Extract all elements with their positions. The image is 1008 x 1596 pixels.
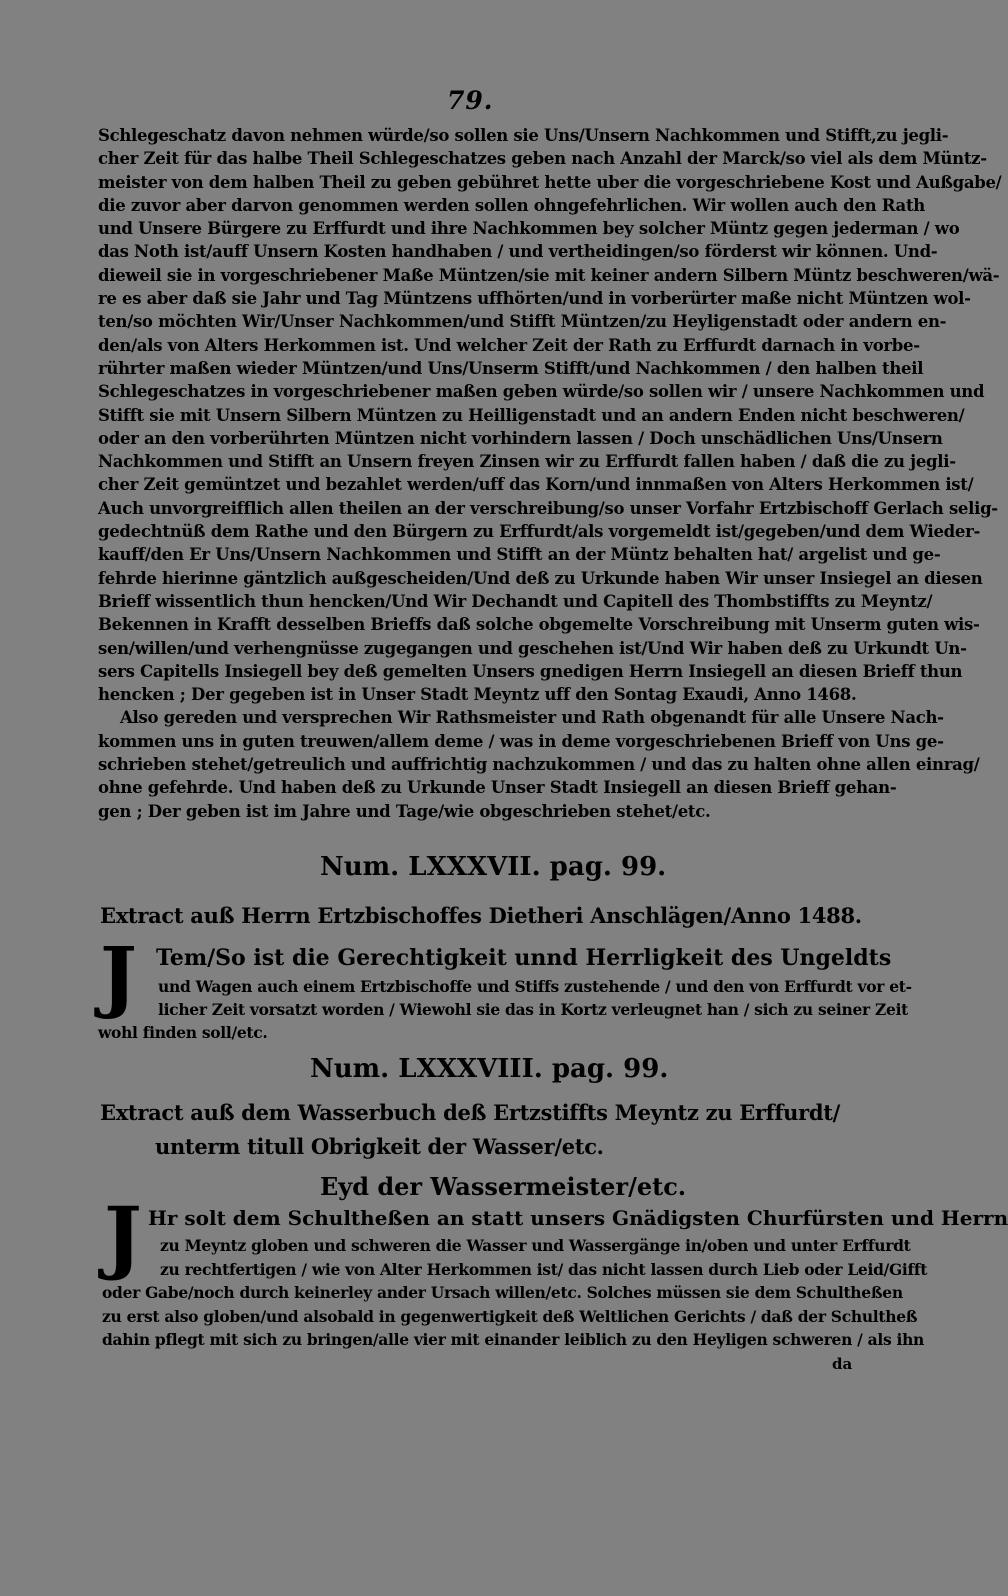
text-line: Schlegeschatzes in vorgeschriebener maßen geben würde/so sollen wir / unsere Nachkommen und: [98, 382, 985, 402]
text-line: oder an den vorberührten Müntzen nicht vorhindern lassen / Doch unschädlichen Uns/Unsern: [98, 428, 943, 448]
text-line: Brieff wissentlich thun hencken/Und Wir Dechandt und Capitell des Thombstiffts zu Meyntz/: [98, 591, 933, 611]
item-text: [98, 975, 912, 1044]
text-line: schrieben stehet/getreulich und auffrichtig nachzukommen / und das zu halten ohne allen einrag/: [98, 755, 980, 775]
text-line: dieweil sie in vorgeschriebener Maße Müntzen/sie mit keiner andern Silbern Müntz beschweren/wä-: [98, 265, 1000, 285]
text-line: meister von dem halben Theil zu geben gebühret hette uber die vorgeschriebene Kost und Außgabe/: [98, 172, 1002, 192]
text-line: ten/so möchten Wir/Unser Nachkommen/und Stifft Müntzen/zu Heyligenstadt oder andern en-: [98, 312, 947, 332]
oath-title: Eyd der Wassermeister/etc.: [320, 1172, 687, 1201]
text-line: Nachkommen und Stifft an Unsern freyen Zinsen wir zu Erffurdt fallen haben / daß die zu jegli-: [98, 452, 956, 472]
text-line: und Unsere Bürgere zu Erffurdt und ihre Nachkommen bey solcher Müntz gegen jederman / wo: [98, 219, 960, 239]
extract-heading-88: Extract auß dem Wasserbuch deß Ertzstiffts Meyntz zu Erffurdt/: [100, 1100, 841, 1125]
oath-text: [102, 1234, 928, 1352]
text-line: rührter maßen wieder Müntzen/und Uns/Unserm Stifft/und Nachkommen / den halben theil: [98, 358, 924, 378]
text-line: zu erst also globen/und alsobald in gegenwertigkeit deß Weltlichen Gerichts / daß der Schultheß: [102, 1306, 918, 1326]
text-line: dahin pflegt mit sich zu bringen/alle vier mit einander leiblich zu den Heyligen schweren / als ihn: [102, 1330, 925, 1349]
text-line: licher Zeit vorsatzt worden / Wiewohl sie das in Kortz verleugnet han / sich zu seiner Zeit: [158, 1000, 909, 1019]
extract-subheading-88: unterm titull Obrigkeit der Wasser/etc.: [155, 1134, 604, 1159]
text-line: gedechtnüß dem Rathe und den Bürgern zu Erffurdt/als vorgemeldt ist/gegeben/und dem Wieder-: [98, 522, 981, 542]
text-line: die zuvor aber darvon genommen werden sollen ohngefehrlichen. Wir wollen auch den Rath: [98, 195, 925, 215]
text-line: fehrde hierinne gäntzlich außgescheiden/Und deß zu Urkunde haben Wir unser Insiegel an diesen: [98, 568, 983, 588]
section-number-87: Num. LXXXVII. pag. 99.: [320, 852, 667, 882]
page-number: 79.: [447, 86, 494, 115]
item-first-line: Tem/So ist die Gerechtigkeit unnd Herrligkeit des Ungeldts: [156, 945, 892, 971]
text-line: Schlegeschatz davon nehmen würde/so sollen sie Uns/Unsern Nachkommen und Stifft,zu jegli-: [98, 126, 949, 145]
drop-initial: J: [104, 1189, 142, 1283]
text-line: kauff/den Er Uns/Unsern Nachkommen und Stifft an der Müntz behalten hat/ argelist und ge-: [98, 545, 941, 565]
text-line: ohne gefehrde. Und haben deß zu Urkunde Unser Stadt Insiegell an diesen Brieff gehan-: [98, 778, 897, 798]
extract-heading-87: Extract auß Herrn Ertzbischoffes Dietheri Anschlägen/Anno 1488.: [100, 903, 862, 928]
body-text: [98, 124, 1002, 823]
text-line: cher Zeit für das halbe Theil Schlegeschatzes geben nach Anzahl der Marck/so viel als dem Müntz-: [98, 149, 987, 169]
text-line: gen ; Der geben ist im Jahre und Tage/wie obgeschrieben stehet/etc.: [98, 801, 711, 821]
text-line: oder Gabe/noch durch keinerley ander Ursach willen/etc. Solches müssen sie dem Schultheßen: [102, 1283, 903, 1302]
text-line: und Wagen auch einem Ertzbischoffe und Stiffs zustehende / und den von Erffurdt vor et-: [158, 977, 912, 996]
text-line: Also gereden und versprechen Wir Rathsmeister und Rath obgenandt für alle Unsere Nach-: [120, 708, 944, 728]
text-line: cher Zeit gemüntzet und bezahlet werden/uff das Korn/und innmaßen von Alters Herkommen ist/: [98, 475, 974, 495]
text-line: re es aber daß sie Jahr und Tag Müntzens uffhörten/und in vorberürter maße nicht Müntzen wol-: [98, 289, 971, 309]
text-line: hencken ; Der gegeben ist in Unser Stadt Meyntz uff den Sontag Exaudi, Anno 1468.: [98, 685, 857, 705]
catchword: da: [832, 1355, 853, 1373]
text-line: sers Capitells Insiegell bey deß gemelten Unsers gnedigen Herrn Insiegell an diesen Brieff thun: [98, 661, 963, 681]
text-line: zu rechtfertigen / wie von Alter Herkommen ist/ das nicht lassen durch Lieb oder Leid/Gifft: [160, 1259, 928, 1279]
section-number-88: Num. LXXXVIII. pag. 99.: [310, 1054, 669, 1084]
oath-first-line: Hr solt dem Schultheßen an statt unsers Gnädigsten Churfürsten und Herrn: [148, 1206, 1008, 1230]
drop-initial: J: [100, 931, 137, 1022]
text-line: zu Meyntz globen und schweren die Wasser und Wassergänge in/oben und unter Erffurdt: [160, 1236, 911, 1255]
text-line: Stifft sie mit Unsern Silbern Müntzen zu Heilligenstadt und an andern Enden nicht beschweren/: [98, 405, 965, 425]
text-line: den/als von Alters Herkommen ist. Und welcher Zeit der Rath zu Erffurdt darnach in vorbe-: [98, 335, 920, 355]
text-line: Auch unvorgreifflich allen theilen an der verschreibung/so unser Vorfahr Ertzbischoff Gerlach selig-: [98, 498, 998, 518]
text-line: Bekennen in Krafft desselben Brieffs daß solche obgemelte Vorschreibung mit Unserm guten wis-: [98, 615, 980, 635]
text-line: sen/willen/und verhengnüsse zugegangen und geschehen ist/Und Wir haben deß zu Urkundt Un-: [98, 638, 967, 658]
text-line: wohl finden soll/etc.: [98, 1023, 268, 1042]
text-line: kommen uns in guten treuwen/allem deme / was in deme vorgeschriebenen Brieff von Uns ge-: [98, 731, 944, 751]
text-line: das Noth ist/auff Unsern Kosten handhaben / und vertheidingen/so förderst wir können. Und-: [98, 242, 938, 262]
